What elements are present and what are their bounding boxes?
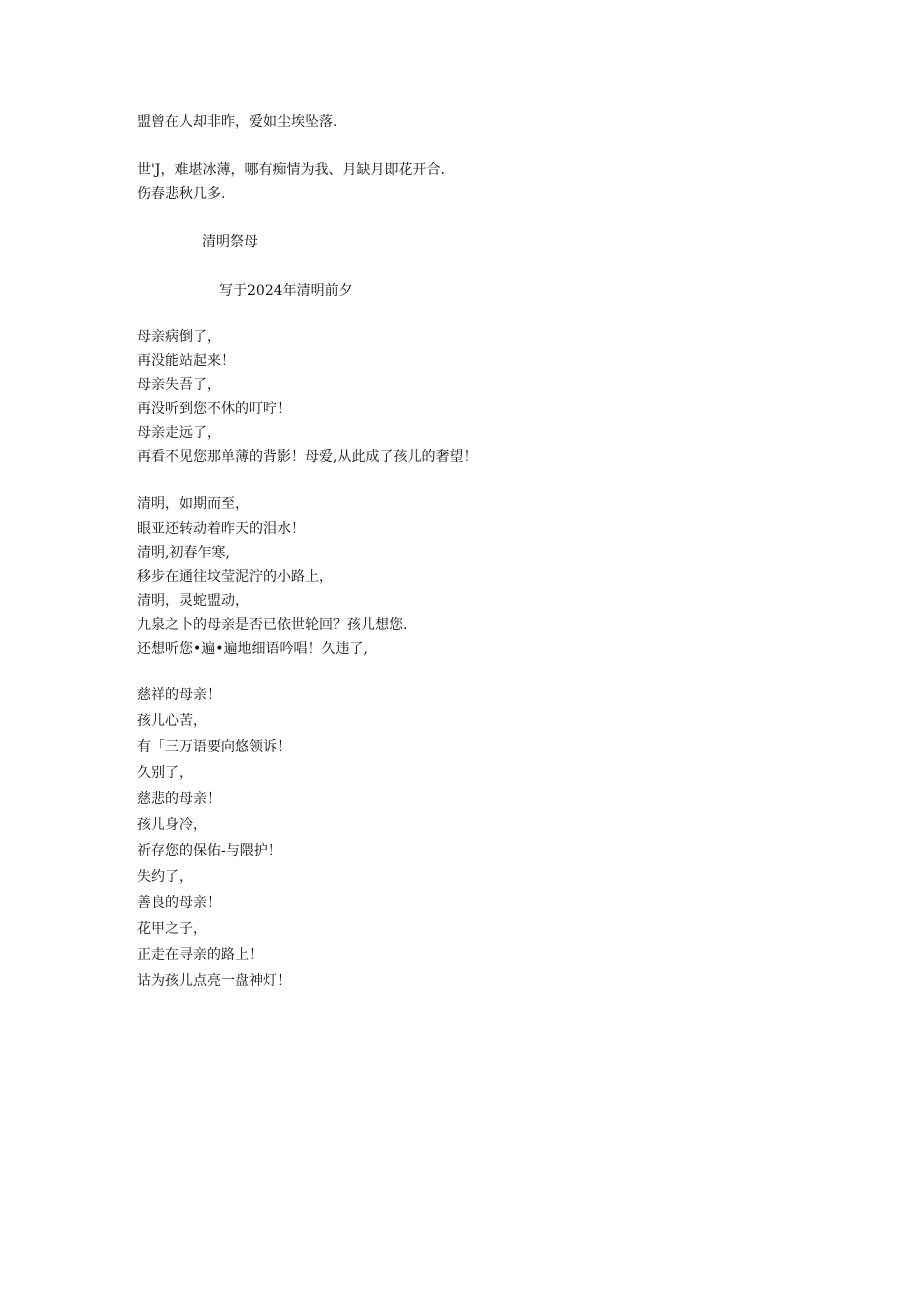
poem-title: 清明祭母 [202,234,258,250]
intro-line: 世'J，难堪冰薄，哪有痴情为我、月缺月即花开合. [137,162,445,178]
poem-line: 孩儿心苦， [137,713,207,729]
poem-line: 慈悲的母亲！ [137,791,221,807]
poem-line: 母亲失吾了， [137,377,221,393]
poem-line: 失约了， [137,869,193,885]
poem-line: 善良的母亲！ [137,895,221,911]
intro-line: 伤春悲秋几多. [137,186,226,202]
poem-line: 再没能站起来！ [137,353,235,369]
poem-line: 再看不见您那单薄的背影！母爱,从此成了孩儿的奢望！ [137,449,478,465]
poem-line: 九泉之卜的母亲是否已依世轮回？孩儿想您. [137,617,408,633]
poem-line: 祈存您的保佑-与隈护！ [137,843,282,859]
poem-subtitle: 写于2024年清明前夕 [219,283,353,299]
poem-line: 正走在寻亲的路上！ [137,947,263,963]
poem-line: 清明，灵蛇盟动， [137,593,249,609]
poem-line: 诂为孩儿点亮一盘神灯！ [137,973,291,989]
poem-line: 母亲病倒了， [137,329,221,345]
poem-line: 还想听您•遍•遍地细语吟唱！久违了, [137,641,368,657]
poem-line: 移步在通往坟莹泥泞的小路上， [137,569,333,585]
poem-line: 眼亚还转动着昨天的泪水！ [137,521,305,537]
poem-line: 母亲走远了， [137,425,221,441]
intro-line: 盟曾在人却非昨，爱如尘埃坠落. [137,114,338,130]
poem-line: 清明，如期而至， [137,496,249,512]
poem-line: 孩儿身冷， [137,817,207,833]
poem-line: 花甲之子， [137,921,207,937]
poem-line: 有「三万语要向悠领诉！ [137,739,291,755]
poem-line: 久别了， [137,765,193,781]
poem-line: 慈祥的母亲！ [137,687,221,703]
poem-line: 再没听到您不休的叮咛！ [137,401,291,417]
poem-line: 清明,初春乍寒, [137,545,230,561]
